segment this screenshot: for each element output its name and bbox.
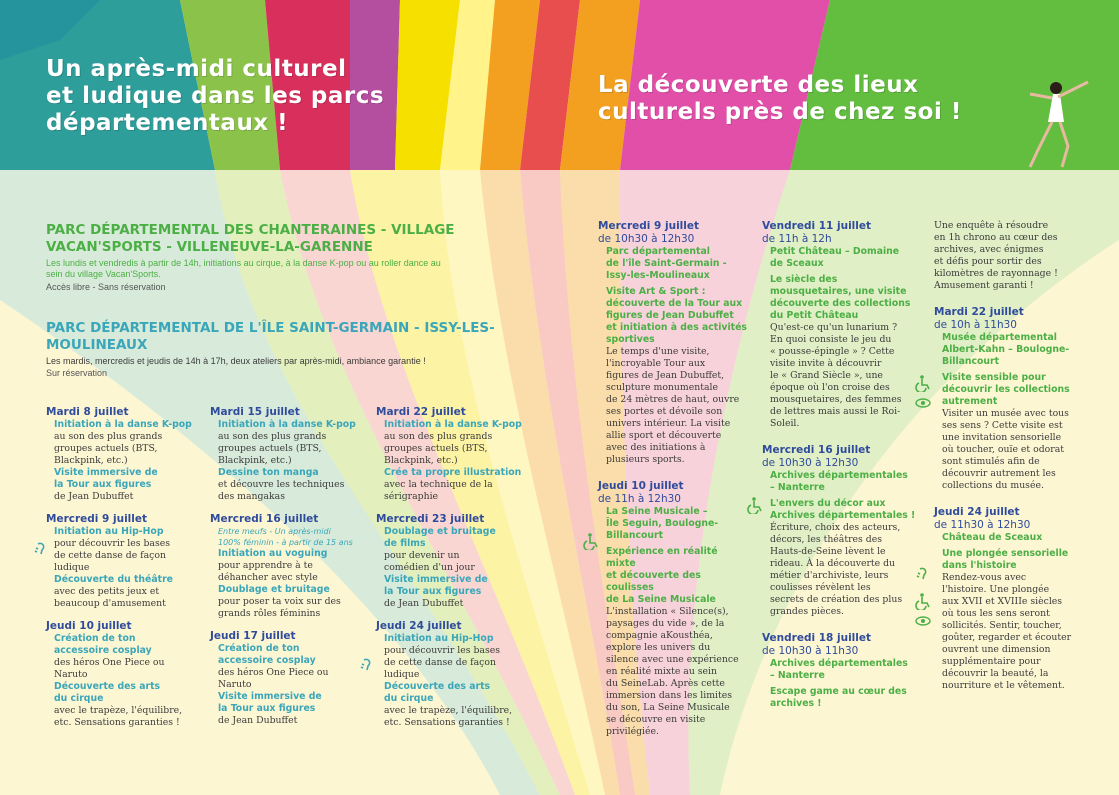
event-place: Château de Sceaux (942, 532, 1043, 543)
activity-text: ses portes et dévoile son (606, 406, 723, 417)
activity-text: grandes pièces. (770, 606, 844, 617)
activity-text: Blackpink, etc.) (384, 455, 458, 466)
activity-text: avec la technique de la (384, 479, 493, 490)
activity-title: Doublage et bruitage (384, 526, 496, 537)
activity-text: Naruto (218, 679, 252, 690)
activity-title: autrement (942, 396, 998, 407)
activity-title: Création de ton (54, 633, 136, 644)
activity-title: la Tour aux figures (384, 586, 482, 597)
event-date: Mercredi 9 juillet (598, 220, 700, 232)
wheelchair-icon (582, 532, 600, 550)
event-date: Mardi 22 juillet (376, 406, 466, 418)
event-date: Jeudi 24 juillet (934, 506, 1020, 518)
activity-text: Écriture, choix des acteurs, (770, 522, 901, 533)
parc-name (46, 222, 526, 256)
activity-title: figures de Jean Dubuffet (606, 310, 734, 321)
parc-name-line: MOULINEAUX (46, 337, 148, 353)
activity-text: Hauts-de-Seine lèvent le (770, 546, 886, 557)
activity-title: et découverte des coulisses (606, 570, 701, 593)
activity-text: pour poser ta voix sur des (218, 596, 341, 607)
activity-text: l'histoire. Une plongée (942, 584, 1050, 595)
activity-text: découvrir la beauté, la (942, 668, 1049, 679)
activity-text: des mangakas (218, 491, 285, 502)
activity-title: Expérience en réalité mixte (606, 546, 718, 569)
activity-text: collections du musée. (942, 480, 1044, 491)
activity-title: Initiation à la danse K-pop (54, 419, 192, 430)
activity-text: déhancher avec style (218, 572, 318, 583)
event-time: de 10h30 à 12h30 (762, 457, 859, 469)
event-place: La Seine Musicale – (606, 506, 708, 517)
activity-title: Découverte du théâtre (54, 574, 173, 585)
event-place: de l'île Saint-Germain - (606, 258, 727, 269)
activity-text: En quoi consiste le jeu du (770, 334, 892, 345)
event-place: Parc départemental (606, 246, 710, 257)
parc-access: Sur réservation (46, 368, 108, 378)
activity-title: Visite sensible pour (942, 372, 1046, 383)
event-date: Mardi 8 juillet (46, 406, 129, 418)
activity-title: accessoire cosplay (54, 645, 152, 656)
event-date: Mardi 22 juillet (934, 306, 1024, 318)
activity-title: du cirque (384, 693, 434, 704)
activity-text: où tous les sens seront (942, 608, 1050, 619)
event-place: Issy-les-Moulineaux (606, 270, 710, 281)
activity-text: avec le trapèze, l'équilibre, (384, 705, 513, 716)
wheelchair-icon (746, 496, 764, 514)
event-date: Vendredi 11 juillet (762, 220, 872, 232)
activity-title: du Petit Château (770, 310, 859, 321)
right-title (598, 72, 1018, 126)
activity-text: supplémentaire pour (942, 656, 1041, 667)
activity-text: Blackpink, etc.) (54, 455, 128, 466)
event-date: Mercredi 23 juillet (376, 513, 485, 525)
activity-text: avec des initiations à (606, 442, 706, 453)
activity-text: Le temps d'une visite, (606, 346, 710, 357)
activity-text: de 24 mètres de haut, ouvre (606, 394, 740, 405)
activity-title: la Tour aux figures (218, 703, 316, 714)
activity-text: Blackpink, etc.) (218, 455, 292, 466)
activity-text: le « Grand Siècle », une (770, 370, 883, 381)
activity-title: mousquetaires, une visite (770, 286, 907, 297)
activity-text: où toucher, ouïe et odorat (942, 444, 1064, 455)
event-place: Albert-Kahn – Boulogne- (942, 344, 1070, 355)
event-time: de 11h30 à 12h30 (934, 519, 1031, 531)
activity-title: Visite immersive de (384, 574, 488, 585)
activity-title: archives ! (770, 698, 822, 709)
event-date: Jeudi 10 juillet (46, 620, 132, 632)
activity-title: découverte des collections (770, 298, 911, 309)
parc-chanteraines (46, 222, 526, 293)
event-place: Musée départemental (942, 332, 1057, 343)
parc-access: Accès libre - Sans réservation (46, 282, 166, 292)
activity-text: aux XVII et XVIIIe siècles (942, 596, 1063, 607)
activity-text: de cette danse de façon (54, 550, 166, 561)
activity-text: ses sens ? Cette visite est (942, 420, 1063, 431)
schedule-column-5 (762, 220, 922, 710)
activity-text: pour découvrir les bases (384, 645, 500, 656)
activity-text: époque où l'on croise des (770, 382, 890, 393)
parc-description-line: Les mardis, mercredis et jeudis de 14h à 17h, deux ateliers par après-midi, ambiance garantie ! (46, 356, 426, 366)
activity-text: pour devenir un (384, 550, 460, 561)
activity-text: de Jean Dubuffet (384, 598, 464, 609)
activity-title: Crée ta propre illustration (384, 467, 522, 478)
activity-title: découvrir les collections (942, 384, 1070, 395)
activity-title: dans l'histoire (942, 560, 1017, 571)
activity-text: « pousse-épingle » ? Cette (770, 346, 895, 357)
activity-title: Initiation au Hip-Hop (54, 526, 164, 537)
activity-text: avec le trapèze, l'équilibre, (54, 705, 183, 716)
event-place: Petit Château – Domaine (770, 246, 900, 257)
activity-text: du SeineLab. Après cette (606, 678, 725, 689)
visual-impairment-icon (914, 612, 932, 630)
activity-note: Entre meufs - Un après-midi (218, 527, 331, 536)
dancer-illustration (1018, 72, 1098, 172)
activity-text: de Jean Dubuffet (54, 491, 134, 502)
hearing-accessibility-icon (32, 540, 50, 558)
activity-title: Découverte des arts (384, 681, 491, 692)
right-title-line: La découverte des lieux (598, 72, 919, 98)
activity-text: Rendez-vous avec (942, 572, 1027, 583)
activity-text: figures de Jean Dubuffet, (606, 370, 725, 381)
activity-title: Escape game au cœur des (770, 686, 907, 697)
activity-text: grands rôles féminins (218, 608, 321, 619)
event-date: Mardi 15 juillet (210, 406, 300, 418)
event-time: de 11h à 12h30 (598, 493, 681, 505)
activity-text: paysages du vide », de la (606, 618, 725, 629)
activity-title: Visite immersive de (218, 691, 322, 702)
activity-text: allie sport et découverte (606, 430, 722, 441)
event-place: de Sceaux (770, 258, 824, 269)
activity-title: du cirque (54, 693, 104, 704)
activity-text: sérigraphie (384, 491, 439, 502)
activity-text: Naruto (54, 669, 88, 680)
activity-title: Création de ton (218, 643, 300, 654)
activity-text: L'installation « Silence(s), (606, 606, 729, 617)
activity-text: beaucoup d'amusement (54, 598, 166, 609)
activity-title: Initiation au Hip-Hop (384, 633, 494, 644)
event-place: Billancourt (942, 356, 1000, 367)
left-title-line: Un après-midi culturel (46, 56, 347, 82)
activity-text: des héros One Piece ou (54, 657, 165, 668)
activity-title: découverte de la Tour aux (606, 298, 743, 309)
activity-text: ludique (384, 669, 420, 680)
activity-text: de lettres mais aussi le Roi- (770, 406, 901, 417)
schedule-column-3 (376, 406, 531, 729)
event-time: de 10h à 11h30 (934, 319, 1017, 331)
parc-description-line: sein du village Vacan'Sports. (46, 269, 161, 279)
activity-text: des héros One Piece ou (218, 667, 329, 678)
event-date: Vendredi 18 juillet (762, 632, 872, 644)
wheelchair-icon (914, 592, 932, 610)
event-place: Billancourt (606, 530, 664, 541)
activity-text: Une enquête à résoudre (934, 220, 1049, 231)
activity-text: coulisses révèlent les (770, 582, 871, 593)
activity-text: immersion dans les limites (606, 690, 732, 701)
event-place: – Nanterre (770, 482, 825, 493)
activity-note: 100% féminin - à partir de 15 ans (218, 538, 353, 547)
parc-name-line: VACAN'SPORTS - VILLENEUVE-LA-GARENNE (46, 239, 373, 255)
left-title-line: départementaux ! (46, 110, 289, 136)
activity-title: Initiation au voguing (218, 548, 328, 559)
schedule-column-6 (934, 220, 1094, 692)
visual-impairment-icon (914, 394, 932, 412)
parc-name-line: PARC DÉPARTEMENTAL DE L'ÎLE SAINT-GERMAIN - ISSY-LES- (46, 320, 495, 336)
activity-title: L'envers du décor aux (770, 498, 886, 509)
event-date: Mercredi 16 juillet (210, 513, 319, 525)
activity-title: Initiation à la danse K-pop (384, 419, 522, 430)
activity-title: Découverte des arts (54, 681, 161, 692)
activity-text: comédien d'un jour (384, 562, 475, 573)
activity-title: Visite Art & Sport : (606, 286, 706, 297)
activity-text: du son, La Seine Musicale (606, 702, 730, 713)
hearing-accessibility-icon (914, 565, 932, 583)
activity-text: univers intérieur. La visite (606, 418, 731, 429)
left-title (46, 56, 466, 137)
event-place: Archives départementales (770, 470, 908, 481)
activity-title: Visite immersive de (54, 467, 158, 478)
activity-text: pour découvrir les bases (54, 538, 170, 549)
activity-text: pour apprendre à te (218, 560, 313, 571)
activity-text: de cette danse de façon (384, 657, 496, 668)
activity-text: ludique (54, 562, 90, 573)
activity-text: ouvrent une dimension (942, 644, 1051, 655)
activity-text: une invitation sensorielle (942, 432, 1062, 443)
right-title-line: culturels près de chez soi ! (598, 99, 962, 125)
activity-text: Amusement garanti ! (934, 280, 1034, 291)
activity-text: sont stimulés afin de (942, 456, 1040, 467)
activity-text: Qu'est-ce qu'un lunarium ? (770, 322, 898, 333)
activity-title: Le siècle des (770, 274, 838, 285)
activity-text: au son des plus grands (384, 431, 493, 442)
activity-text: rideau. À la découverte du (770, 558, 896, 569)
activity-title: Initiation à la danse K-pop (218, 419, 356, 430)
activity-title: de La Seine Musicale (606, 594, 716, 605)
activity-text: compagnie aKousthéa, (606, 630, 713, 641)
activity-text: groupes actuels (BTS, (218, 443, 322, 454)
activity-text: sculpture monumentale (606, 382, 718, 393)
activity-text: explore les univers du (606, 642, 711, 653)
event-time: de 10h30 à 11h30 (762, 645, 859, 657)
activity-text: au son des plus grands (218, 431, 327, 442)
activity-text: décors, les théâtres des (770, 534, 882, 545)
event-date: Jeudi 10 juillet (598, 480, 684, 492)
activity-text: se découvre en visite (606, 714, 706, 725)
activity-title: Dessine ton manga (218, 467, 319, 478)
event-place: – Nanterre (770, 670, 825, 681)
event-place: Île Seguin, Boulogne- (606, 518, 719, 529)
activity-text: de Jean Dubuffet (218, 715, 298, 726)
event-date: Mercredi 16 juillet (762, 444, 871, 456)
event-time: de 11h à 12h (762, 233, 832, 245)
activity-text: visite invite à découvrir (770, 358, 882, 369)
activity-text: goûter, regarder et écouter (942, 632, 1072, 643)
schedule-column-1 (46, 406, 201, 729)
hearing-accessibility-icon (358, 656, 376, 674)
activity-title: Archives départementales ! (770, 510, 916, 521)
activity-title: accessoire cosplay (218, 655, 316, 666)
activity-title: Doublage et bruitage (218, 584, 330, 595)
activity-text: en réalité mixte au sein (606, 666, 718, 677)
activity-text: et défis pour sortir des (934, 256, 1042, 267)
activity-text: secrets de création des plus (770, 594, 903, 605)
activity-text: privilégiée. (606, 726, 659, 737)
activity-text: plusieurs sports. (606, 454, 685, 465)
parc-description-line: Les lundis et vendredis à partir de 14h, initiations au cirque, à la danse K-pop ou au roller dance au (46, 258, 441, 268)
activity-title: de films (384, 538, 426, 549)
activity-text: Soleil. (770, 418, 800, 429)
activity-title: la Tour aux figures (54, 479, 152, 490)
parc-description (46, 356, 526, 367)
activity-text: sollicités. Sentir, toucher, (942, 620, 1062, 631)
left-title-line: et ludique dans les parcs (46, 83, 385, 109)
activity-text: au son des plus grands (54, 431, 163, 442)
activity-text: Visiter un musée avec tous (942, 408, 1069, 419)
activity-text: en 1h chrono au cœur des (934, 232, 1058, 243)
event-date: Jeudi 24 juillet (376, 620, 462, 632)
activity-text: mousquetaires, des femmes (770, 394, 902, 405)
schedule-column-2 (210, 406, 365, 727)
activity-text: et découvre les techniques (218, 479, 345, 490)
activity-text: avec des petits jeux et (54, 586, 160, 597)
activity-text: etc. Sensations garanties ! (384, 717, 510, 728)
schedule-column-4 (598, 220, 748, 738)
wheelchair-icon (914, 374, 932, 392)
activity-text: découvrir autrement les (942, 468, 1056, 479)
activity-text: l'incroyable Tour aux (606, 358, 706, 369)
event-date: Jeudi 17 juillet (210, 630, 296, 642)
event-date: Mercredi 9 juillet (46, 513, 148, 525)
activity-title: Une plongée sensorielle (942, 548, 1069, 559)
activity-text: groupes actuels (BTS, (54, 443, 158, 454)
activity-text: groupes actuels (BTS, (384, 443, 488, 454)
activity-text: nourriture et le vêtement. (942, 680, 1065, 691)
activity-text: métier d'archiviste, leurs (770, 570, 889, 581)
activity-text: silence avec une expérience (606, 654, 739, 665)
activity-title: et initiation à des activités (606, 322, 747, 333)
parc-name (46, 320, 526, 354)
parc-description (46, 258, 526, 280)
activity-text: kilomètres de rayonnage ! (934, 268, 1058, 279)
activity-text: archives, avec énigmes (934, 244, 1044, 255)
event-time: de 10h30 à 12h30 (598, 233, 695, 245)
activity-title: sportives (606, 334, 655, 345)
parc-name-line: PARC DÉPARTEMENTAL DES CHANTERAINES - VILLAGE (46, 222, 455, 238)
event-place: Archives départementales (770, 658, 908, 669)
activity-text: etc. Sensations garanties ! (54, 717, 180, 728)
parc-ile-saint-germain (46, 320, 526, 379)
